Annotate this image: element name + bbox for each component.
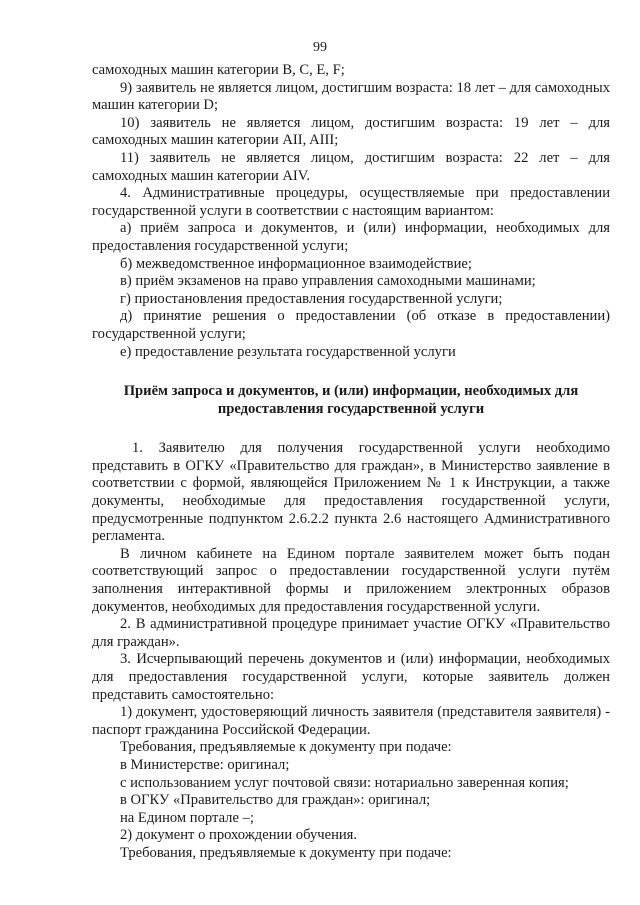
- paragraph: Требования, предъявляемые к документу при подаче:: [120, 844, 452, 861]
- list-item: е) предоставление результата государственной услуги: [120, 343, 456, 360]
- paragraph: Требования, предъявляемые к документу при подаче:: [120, 739, 452, 756]
- paragraph: 1. Заявителю для получения государственной услуги необходимо представить в ОГКУ «Правительство для граждан», в Министерство заявление в соответствии с формой, являющейся Приложением № 1 к Инструкции, а также документы, необходимые для предоставления государственной услуги, предусмотренные подпунктом 2.6.2.2 пункта 2.6 настоящего Административного регламента.: [92, 440, 610, 545]
- section-heading: Приём запроса и документов, и (или) информации, необходимых для предоставления государственной услуги: [123, 383, 579, 417]
- list-item: б) межведомственное информационное взаимодействие;: [120, 255, 472, 272]
- paragraph: 3. Исчерпывающий перечень документов и (или) информации, необходимых для предоставления государственной услуги, которые заявитель должен представить самостоятельно:: [92, 651, 610, 703]
- paragraph: в Министерстве: оригинал;: [120, 756, 290, 773]
- paragraph: 2. В административной процедуре принимает участие ОГКУ «Правительство для граждан».: [92, 616, 610, 650]
- paragraph: 10) заявитель не является лицом, достигшим возраста: 19 лет – для самоходных машин категории AII, AIII;: [92, 114, 610, 149]
- list-item: а) приём запроса и документов, и (или) информации, необходимых для предоставления государственной услуги;: [92, 220, 610, 254]
- paragraph: самоходных машин категории B, C, E, F;: [92, 62, 345, 78]
- list-item: 1) документ, удостоверяющий личность заявителя (представителя заявителя) - паспорт гражданина Российской Федерации.: [92, 704, 610, 738]
- list-item: г) приостановления предоставления государственной услуги;: [120, 290, 503, 307]
- page-number: 99: [313, 40, 327, 55]
- list-item: д) принятие решения о предоставлении (об отказе в предоставлении) государственной услуги;: [92, 308, 610, 342]
- paragraph: 4. Административные процедуры, осуществляемые при предоставлении государственной услуги в соответствии с настоящим вариантом:: [92, 185, 610, 219]
- paragraph: с использованием услуг почтовой связи: нотариально заверенная копия;: [120, 774, 569, 791]
- paragraph: В личном кабинете на Едином портале заявителем может быть подан соответствующий запрос о предоставлении государственной услуги путём заполнения интерактивной формы и приложением электронных образов документов, необходимых для предоставления государственной услуги.: [92, 545, 610, 615]
- paragraph: 11) заявитель не является лицом, достигшим возраста: 22 лет – для самоходных машин категории AIV.: [92, 149, 610, 184]
- list-item: 2) документ о прохождении обучения.: [120, 827, 358, 844]
- list-item: в) приём экзаменов на право управления самоходными машинами;: [120, 273, 536, 290]
- paragraph: 9) заявитель не является лицом, достигшим возраста: 18 лет – для самоходных машин категории D;: [92, 79, 610, 114]
- paragraph: на Едином портале –;: [120, 809, 254, 826]
- paragraph: в ОГКУ «Правительство для граждан»: оригинал;: [120, 792, 431, 809]
- document-body: [92, 62, 610, 863]
